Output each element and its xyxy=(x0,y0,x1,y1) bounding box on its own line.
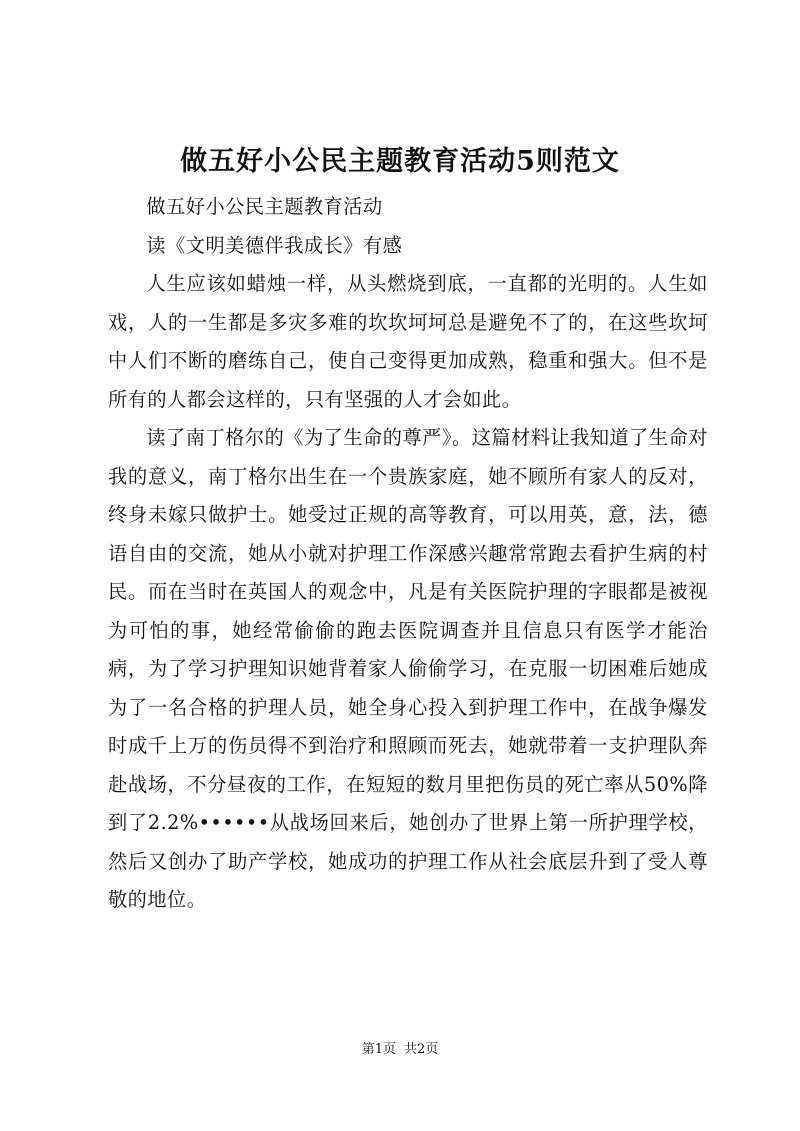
paragraph-2: 读了南丁格尔的《为了生命的尊严》。这篇材料让我知道了生命对我的意义，南丁格尔出生在一个贵族家庭，她不顾所有家人的反对，终身未嫁只做护士。她受过正规的高等教育，可以用英，意，法，德语自由的交流，她从小就对护理工作深感兴趣常常跑去看护生病的村民。而在当时在英国人的观念中，凡是有关医院护理的字眼都是被视为可怕的事，她经常偷偷的跑去医院调查并且信息只有医学才能治病，为了学习护理知识她背着家人偷偷学习，在克服一切困难后她成为了一名合格的护理人员，她全身心投入到护理工作中，在战争爆发时成千上万的伤员得不到治疗和照顾而死去，她就带着一支护理队奔赴战场，不分昼夜的工作，在短短的数月里把伤员的死亡率从50%降到了2.2%••••••从战场回来后，她创办了世界上第一所护理学校，然后又创办了助产学校，她成功的护理工作从社会底层升到了受人尊敬的地位。 xyxy=(108,426,708,911)
document-title: 做五好小公民主题教育活动5则范文 xyxy=(180,146,620,177)
document-body xyxy=(108,188,708,920)
total-pages: 共2页 xyxy=(404,1042,439,1057)
page-footer xyxy=(0,1040,800,1060)
subtitle: 做五好小公民主题教育活动 xyxy=(146,195,383,218)
page-number: 第1页 xyxy=(361,1042,396,1057)
paragraph-1: 人生应该如蜡烛一样，从头燃烧到底，一直都的光明的。人生如戏，人的一生都是多灾多难的坎坎坷坷总是避免不了的，在这些坎坷中人们不断的磨练自己，使自己变得更加成熟，稳重和强大。但不是所有的人都会这样的，只有坚强的人才会如此。 xyxy=(108,272,708,411)
essay-heading: 读《文明美德伴我成长》有感 xyxy=(146,233,403,257)
